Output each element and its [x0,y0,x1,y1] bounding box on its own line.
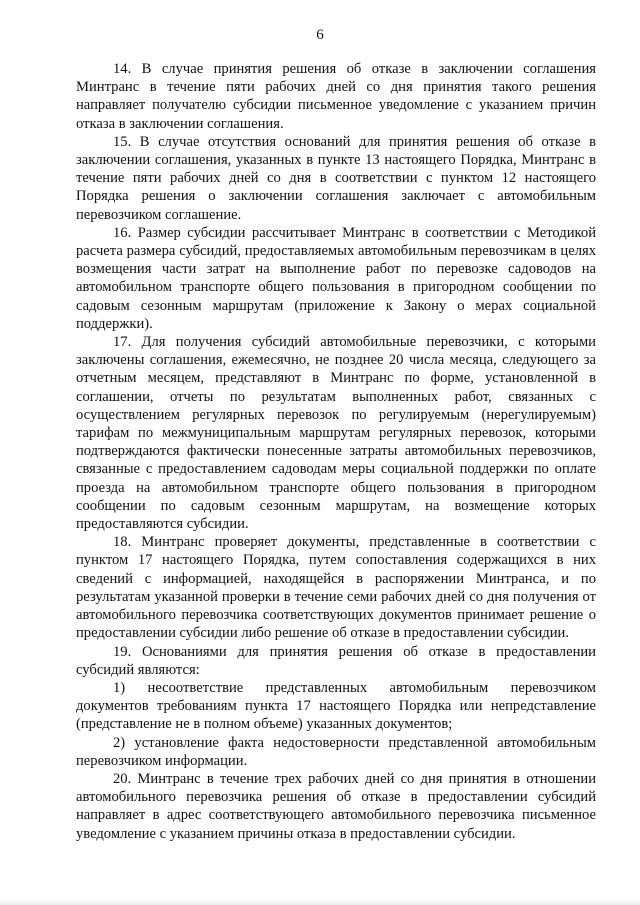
paragraph-19: 19. Основаниями для принятия решения об отказе в предоставлении субсидий являются: [76,643,596,678]
document-body [76,60,596,843]
page-number: 6 [316,27,324,43]
paragraph-19-item-2: 2) установление факта недостоверности представленной автомобильным перевозчиком информации. [76,734,596,769]
paragraph-14: 14. В случае принятия решения об отказе в заключении соглашения Минтранс в течение пяти рабочих дней со дня принятия такого решения направляет получателю субсидии письменное уведомление с указанием причин отказа в заключении соглашения. [76,61,596,132]
paragraph-19-item-1: 1) несоответствие представленных автомобильным перевозчиком документов требованиям пункта 17 настоящего Порядка или непредставление (представление не в полном объеме) указанных документов; [76,679,596,733]
paragraph-20: 20. Минтранс в течение трех рабочих дней со дня принятия в отношении автомобильного перевозчика решения об отказе в предоставлении субсидий направляет в адрес соответствующего автомобильного перевозчика письменное уведомление с указанием причины отказа в предоставлении субсидии. [76,770,596,842]
paragraph-18: 18. Минтранс проверяет документы, представленные в соответствии с пунктом 17 настоящего Порядка, путем сопоставления содержащихся в них сведений с информацией, находящейся в распоряжении Минтранса, и по результатам указанной проверки в течение семи рабочих дней со дня получения от автомобильного перевозчика соответствующих документов принимает решение о предоставлении субсидии либо решение об отказе в предоставлении субсидии. [76,534,596,642]
scan-bottom-edge [0,899,640,905]
paragraph-17: 17. Для получения субсидий автомобильные перевозчики, с которыми заключены соглашения, ежемесячно, не позднее 20 числа месяца, следующего за отчетным месяцем, представляют в Минтранс по форме, установленной в соглашении, отчеты по результатам выполненных работ, связанных с осуществлением регулярных перевозок по регулируемым (нерегулируемым) тарифам по межмуниципальным маршрутам регулярных перевозок, которыми подтверждаются фактически понесенные затраты автомобильных перевозчиков, связанные с предоставлением садоводам меры социальной поддержки по оплате проезда на автомобильном транспорте общего пользования в пригородном сообщении по садовым сезонным маршрутам, на возмещение которых предоставляются субсидии. [76,334,596,533]
paragraph-15: 15. В случае отсутствия оснований для принятия решения об отказе в заключении соглашения, указанных в пункте 13 настоящего Порядка, Минтранс в течение пяти рабочих дней со дня в соответствии с пунктом 12 настоящего Порядка решения о заключении соглашения заключает с автомобильным перевозчиком соглашение. [76,133,596,223]
paragraph-16: 16. Размер субсидии рассчитывает Минтранс в соответствии с Методикой расчета размера субсидий, предоставляемых автомобильным перевозчикам в целях возмещения части затрат на выполнение работ по перевозке садоводов на автомобильном транспорте общего пользования в пригородном сообщении по садовым сезонным маршрутам (приложение к Закону о мерах социальной поддержки). [76,224,596,332]
